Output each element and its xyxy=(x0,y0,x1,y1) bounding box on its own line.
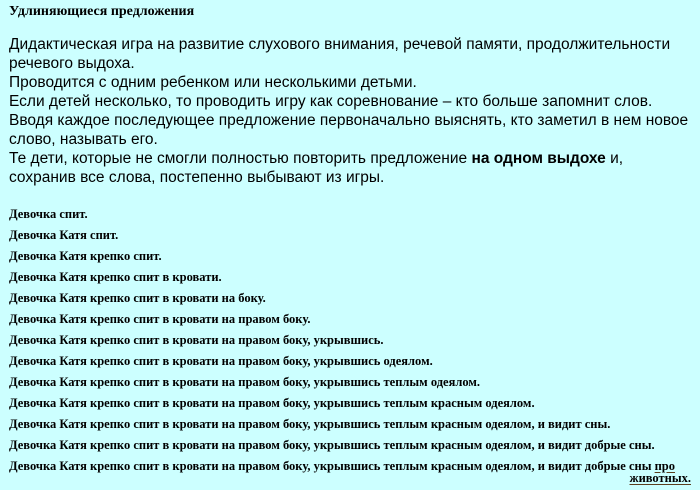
sentence-item: Девочка Катя крепко спит в кровати на правом боку, укрывшись одеялом. xyxy=(9,354,433,368)
sentence-item: Девочка Катя крепко спит в кровати на правом боку, укрывшись теплым красным одеялом, и видит сны. xyxy=(9,417,611,431)
sentence-item-last xyxy=(9,459,692,474)
sentence-item: Девочка Катя крепко спит в кровати на правом боку. xyxy=(9,312,311,326)
sentence-item: Девочка Катя спит. xyxy=(9,228,119,242)
description-paragraph: Вводя каждое последующее предложение первоначально выяснять, кто заметил в нем новое слово, называть его. xyxy=(9,112,689,148)
sentence-tail: про xyxy=(654,459,676,473)
document-title: Удлиняющиеся предложения xyxy=(9,4,195,19)
sentence-continuation: животных. xyxy=(629,471,691,485)
emphasis-text: на одном выдохе xyxy=(471,150,606,167)
description-paragraph: Если детей несколько, то проводить игру как соревнование – кто больше запомнит слов. xyxy=(9,93,653,110)
sentence-item: Девочка Катя крепко спит в кровати на правом боку, укрывшись теплым одеялом. xyxy=(9,375,481,389)
sentence-list xyxy=(9,207,692,474)
sentence-text: Девочка Катя крепко спит в кровати на правом боку, укрывшись теплым красным одеялом, и видит добрые сны xyxy=(9,459,655,473)
sentence-item: Девочка Катя крепко спит в кровати на боку. xyxy=(9,291,266,305)
sentence-item: Девочка Катя крепко спит в кровати. xyxy=(9,270,222,284)
sentence-item: Девочка Катя крепко спит в кровати на правом боку, укрывшись теплым красным одеялом. xyxy=(9,396,535,410)
description-text: Те дети, которые не смогли полностью повторить предложение xyxy=(9,150,472,167)
sentence-item: Девочка Катя крепко спит. xyxy=(9,249,162,263)
sentence-item: Девочка Катя крепко спит в кровати на правом боку, укрывшись. xyxy=(9,333,384,347)
sentence-item: Девочка спит. xyxy=(9,207,88,221)
description-paragraph xyxy=(9,149,692,187)
description-paragraph: Проводится с одним ребенком или несколькими детьми. xyxy=(9,74,417,91)
sentence-item: Девочка Катя крепко спит в кровати на правом боку, укрывшись теплым красным одеялом, и видит добрые сны. xyxy=(9,438,655,452)
game-description xyxy=(9,35,692,187)
description-paragraph: Дидактическая игра на развитие слухового внимания, речевой памяти, продолжительности речевого выдоха. xyxy=(9,36,671,72)
description-text: и, сохранив все слова, постепенно выбывают из игры. xyxy=(9,150,624,186)
